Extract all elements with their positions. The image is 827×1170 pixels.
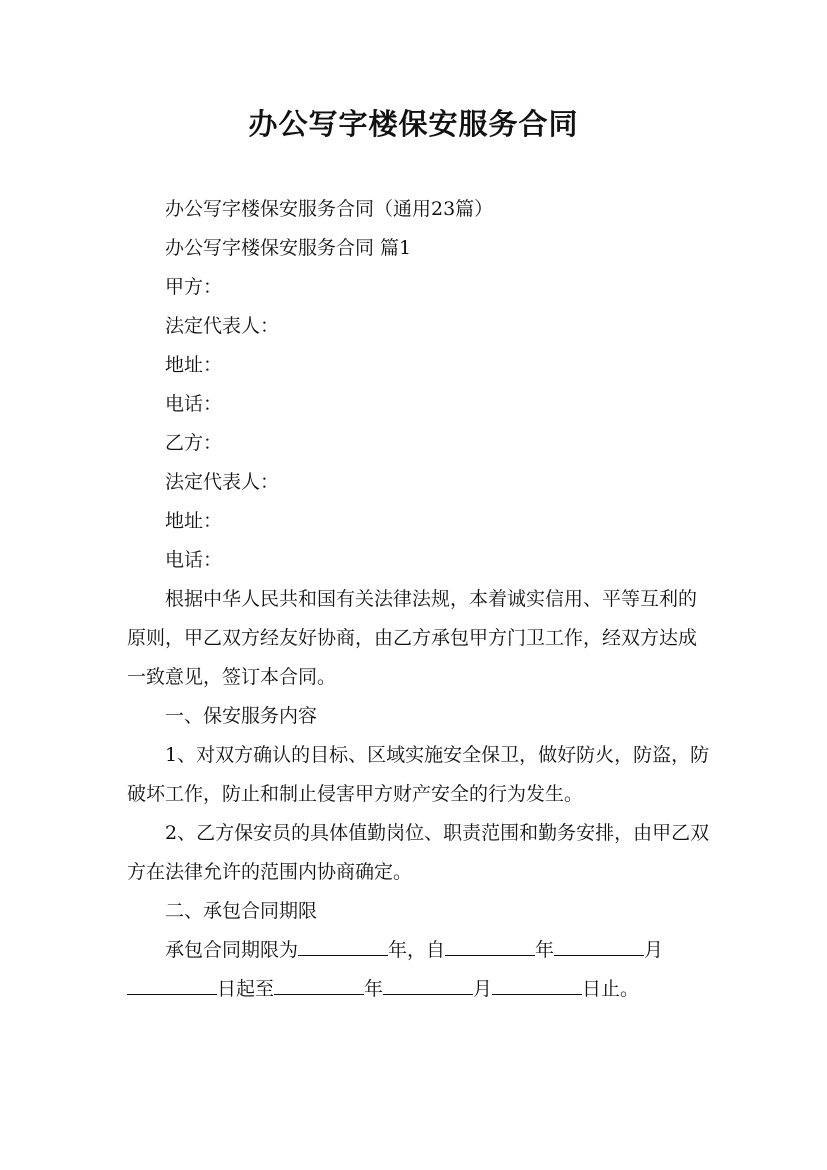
term-text-8: 日止。 bbox=[582, 978, 640, 1000]
term-text-2: 年，自 bbox=[388, 939, 446, 961]
blank-end-day bbox=[492, 972, 582, 995]
section-1-item-2: 2、乙方保安员的具体值勤岗位、职责范围和勤务安排，由甲乙双方在法律允许的范围内协商确定。 bbox=[127, 822, 710, 883]
party-a-address-label: 地址： bbox=[165, 354, 223, 376]
section-2-title: 二、承包合同期限 bbox=[165, 900, 318, 922]
blank-start-month bbox=[554, 933, 644, 956]
blank-start-day bbox=[127, 972, 217, 995]
subtitle-line: 办公写字楼保安服务合同（通用23篇） bbox=[165, 198, 494, 220]
contract-term-paragraph bbox=[127, 931, 712, 1009]
party-b-phone-label: 电话： bbox=[165, 549, 223, 571]
term-text-4: 月 bbox=[644, 939, 664, 961]
term-text-3: 年 bbox=[535, 939, 555, 961]
blank-start-year bbox=[445, 933, 535, 956]
term-text-1: 承包合同期限为 bbox=[165, 939, 299, 961]
document-body bbox=[127, 190, 712, 1009]
basis-paragraph: 根据中华人民共和国有关法律法规，本着诚实信用、平等互利的原则，甲乙双方经友好协商，由乙方承包甲方门卫工作，经双方达成一致意见，签订本合同。 bbox=[127, 588, 698, 688]
section-1-title: 一、保安服务内容 bbox=[165, 705, 318, 727]
term-text-7: 月 bbox=[473, 978, 493, 1000]
party-a-representative-label: 法定代表人： bbox=[165, 315, 280, 337]
party-b-address-label: 地址： bbox=[165, 510, 223, 532]
term-text-6: 年 bbox=[364, 978, 384, 1000]
term-text-5: 日起至 bbox=[217, 978, 275, 1000]
article-heading: 办公写字楼保安服务合同 篇1 bbox=[165, 237, 412, 259]
party-a-phone-label: 电话： bbox=[165, 393, 223, 415]
party-b-representative-label: 法定代表人： bbox=[165, 471, 280, 493]
blank-years bbox=[298, 933, 388, 956]
document-title: 办公写字楼保安服务合同 bbox=[248, 107, 579, 141]
blank-end-year bbox=[274, 972, 364, 995]
party-a-label: 甲方： bbox=[165, 276, 223, 298]
party-b-label: 乙方： bbox=[165, 432, 223, 454]
section-1-item-1: 1、对双方确认的目标、区域实施安全保卫，做好防火，防盗，防破坏工作，防止和制止侵害甲方财产安全的行为发生。 bbox=[127, 744, 710, 805]
blank-end-month bbox=[383, 972, 473, 995]
